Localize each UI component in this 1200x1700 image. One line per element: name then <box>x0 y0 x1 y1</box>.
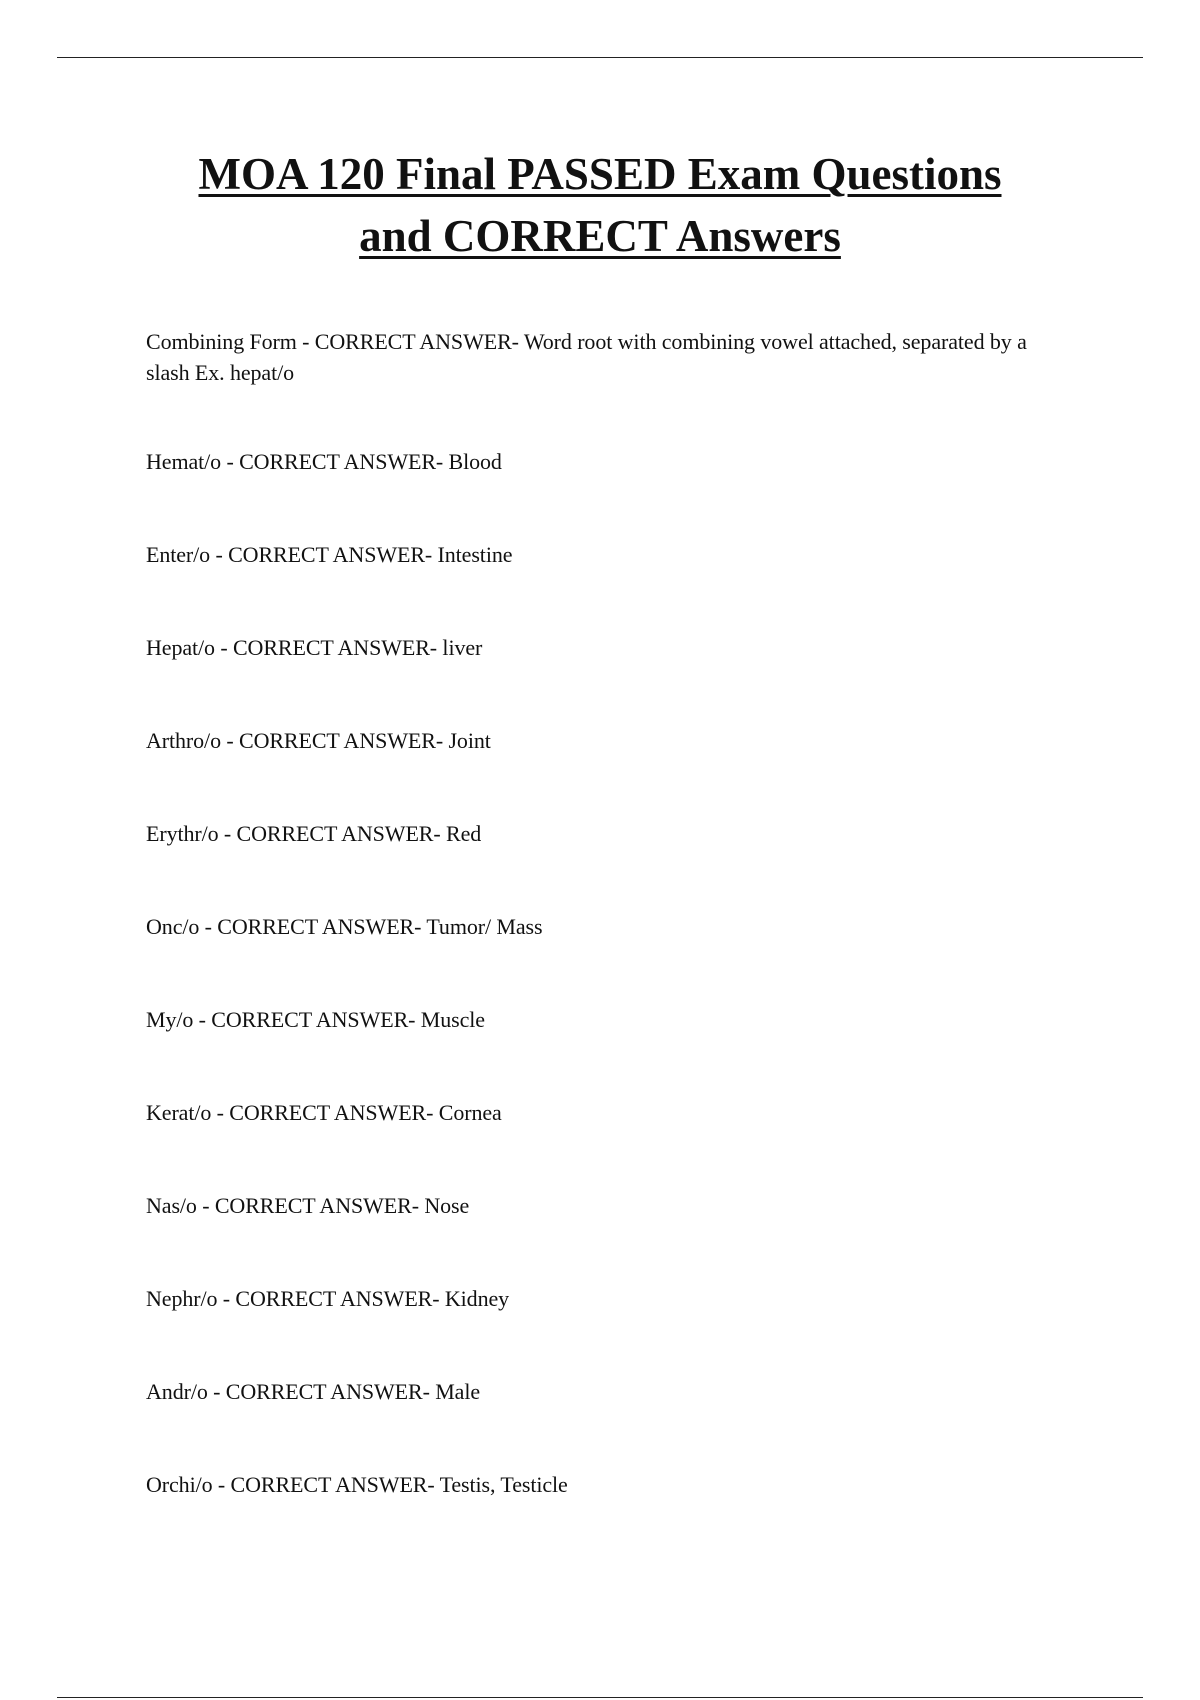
title-line-2: and CORRECT Answers <box>359 211 841 261</box>
answer-entry: Orchi/o - CORRECT ANSWER- Testis, Testicle <box>146 1472 568 1497</box>
answer-entry: Kerat/o - CORRECT ANSWER- Cornea <box>146 1100 502 1125</box>
answer-entry: Nas/o - CORRECT ANSWER- Nose <box>146 1193 470 1218</box>
answer-entry: Onc/o - CORRECT ANSWER- Tumor/ Mass <box>146 914 543 939</box>
answer-entry: Erythr/o - CORRECT ANSWER- Red <box>146 821 482 846</box>
answer-entry: Andr/o - CORRECT ANSWER- Male <box>146 1379 481 1404</box>
answer-entry: My/o - CORRECT ANSWER- Muscle <box>146 1007 485 1032</box>
answer-list <box>146 326 1046 1562</box>
title-line-1: MOA 120 Final PASSED Exam Questions <box>198 149 1002 199</box>
bottom-rule <box>57 1697 1143 1698</box>
answer-entry: Hepat/o - CORRECT ANSWER- liver <box>146 635 483 660</box>
answer-entry: Arthro/o - CORRECT ANSWER- Joint <box>146 728 491 753</box>
answer-entry: Combining Form - CORRECT ANSWER- Word root with combining vowel attached, separated by a slash Ex. hepat/o <box>146 329 1027 385</box>
page-title <box>100 143 1100 267</box>
answer-entry: Hemat/o - CORRECT ANSWER- Blood <box>146 449 502 474</box>
top-rule <box>57 57 1143 58</box>
answer-entry: Nephr/o - CORRECT ANSWER- Kidney <box>146 1286 510 1311</box>
answer-entry: Enter/o - CORRECT ANSWER- Intestine <box>146 542 513 567</box>
